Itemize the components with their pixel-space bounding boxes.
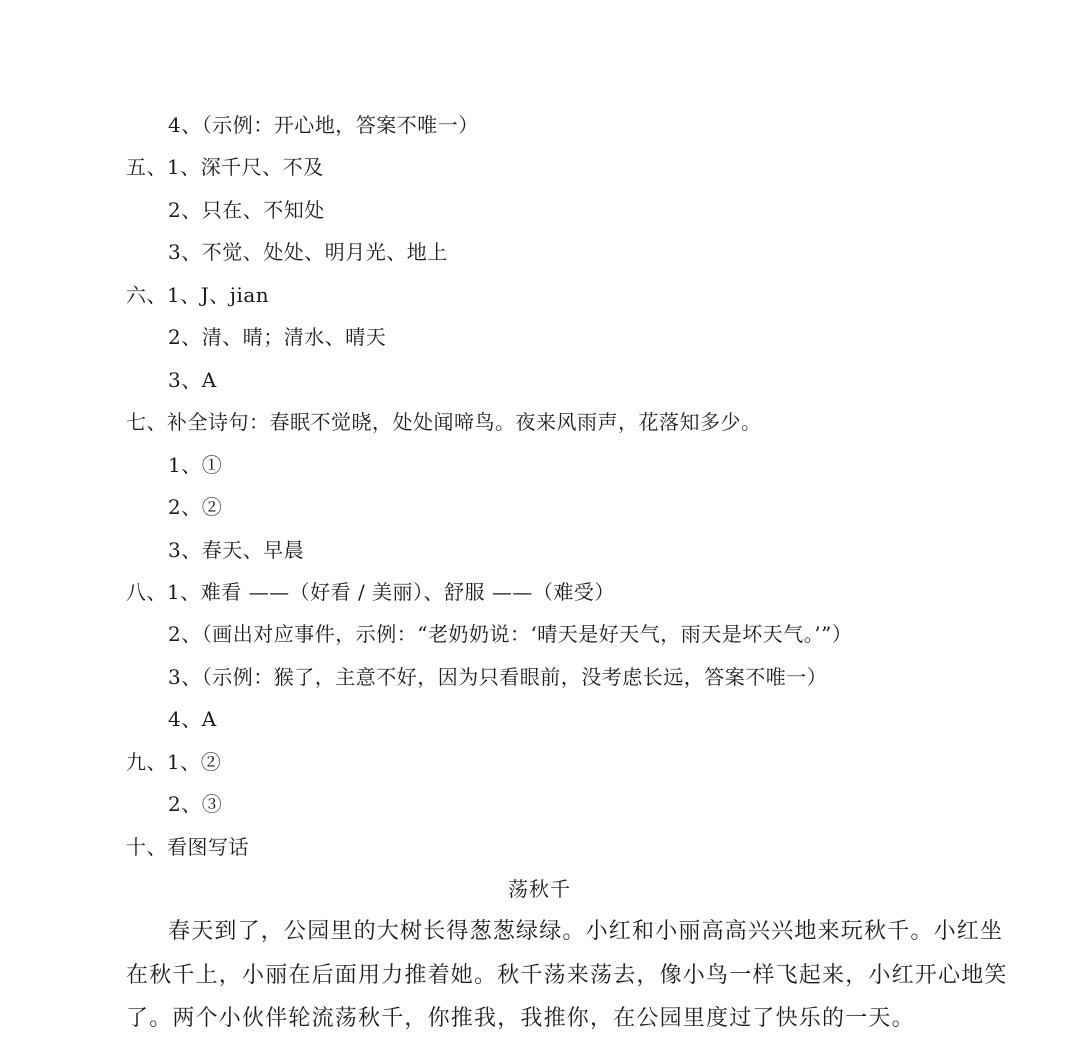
answer-6-2: 2、清、晴；清水、晴天: [168, 325, 387, 349]
essay-line-3: 了。两个小伙伴轮流荡秋千，你推我，我推你，在公园里度过了快乐的一天。: [126, 1006, 915, 1031]
answer-7-2: 2、②: [168, 495, 223, 519]
essay-title: 荡秋千: [508, 877, 571, 901]
answer-7-heading: 七、补全诗句：春眠不觉晓，处处闻啼鸟。夜来风雨声，花落知多少。: [126, 410, 762, 434]
answer-5-2: 2、只在、不知处: [168, 198, 325, 222]
answer-6-3: 3、A: [168, 368, 217, 392]
answer-8-1: 八、1、难看 ——（好看 / 美丽）、舒服 ——（难受）: [126, 580, 615, 604]
answer-10-heading: 十、看图写话: [126, 835, 249, 859]
answer-9-1: 九、1、②: [126, 750, 222, 774]
answer-5-3: 3、不觉、处处、明月光、地上: [168, 240, 448, 264]
answer-6-1: 六、1、J、jian: [126, 283, 270, 307]
answer-8-4: 4、A: [168, 707, 217, 731]
essay-line-1: 春天到了，公园里的大树长得葱葱绿绿。小红和小丽高高兴兴地来玩秋千。小红坐: [168, 919, 1004, 944]
answer-8-2: 2、（画出对应事件，示例：“老奶奶说：‘晴天是好天气，雨天是坏天气。’”）: [168, 622, 853, 646]
answer-5-1: 五、1、深千尺、不及: [126, 155, 324, 179]
answer-9-2: 2、③: [168, 792, 223, 816]
essay-line-2: 在秋千上，小丽在后面用力推着她。秋千荡来荡去，像小鸟一样飞起来，小红开心地笑: [126, 963, 1008, 988]
answer-7-3: 3、春天、早晨: [168, 538, 305, 562]
answer-4-4: 4、（示例：开心地，答案不唯一）: [168, 113, 479, 137]
answer-7-1: 1、①: [168, 453, 223, 477]
answer-8-3: 3、（示例：猴了，主意不好，因为只看眼前，没考虑长远，答案不唯一）: [168, 665, 828, 689]
